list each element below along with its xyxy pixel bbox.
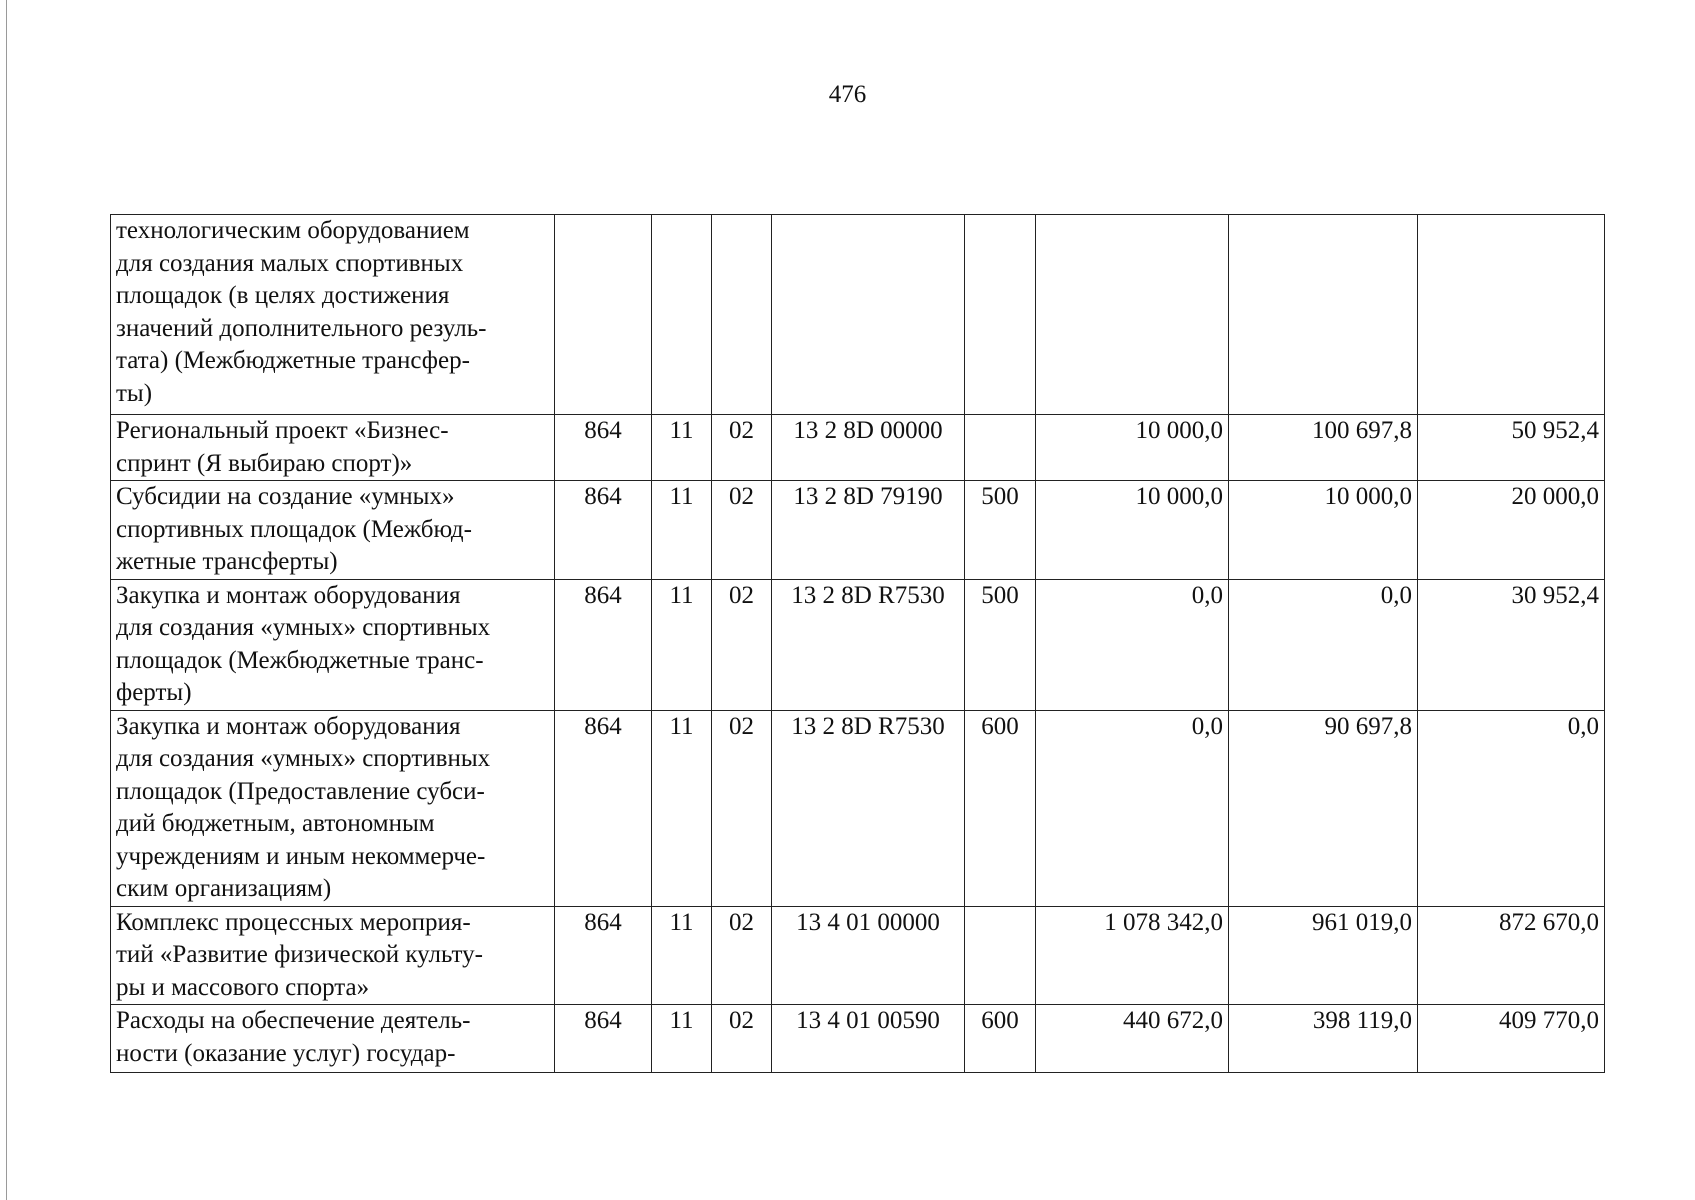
item-name-line: Закупка и монтаж оборудования: [116, 581, 461, 609]
expense-type-cell: 600: [965, 710, 1036, 906]
item-name-cell: [111, 415, 555, 481]
item-name-line: ты): [116, 379, 153, 407]
subsection-code-cell: 02: [712, 579, 772, 710]
amount-year-3-cell: 20 000,0: [1418, 481, 1605, 580]
item-name-line: учреждениям и иным некоммерче-: [116, 842, 486, 870]
expense-type-cell: 500: [965, 579, 1036, 710]
item-name-line: ским организациям): [116, 875, 332, 902]
item-name-line: площадок (Межбюджетные транс-: [116, 646, 484, 674]
item-name-line: Комплекс процессных мероприя-: [116, 908, 471, 936]
target-article-cell: 13 2 8D R7530: [772, 710, 965, 906]
amount-year-3-cell: 409 770,0: [1418, 1005, 1605, 1073]
amount-year-1-cell: 10 000,0: [1036, 415, 1229, 481]
subsection-code-cell: [712, 215, 772, 415]
expense-type-cell: [965, 906, 1036, 1005]
section-code-cell: 11: [652, 579, 712, 710]
budget-table: [110, 214, 1605, 1073]
amount-year-3-cell: 0,0: [1418, 710, 1605, 906]
item-name-cell: [111, 710, 555, 906]
item-name-line: площадок (Предоставление субси-: [116, 777, 485, 805]
ministry-code-cell: 864: [555, 906, 652, 1005]
amount-year-3-cell: [1418, 215, 1605, 415]
item-name-line: ры и массового спорта»: [116, 973, 370, 1001]
section-code-cell: [652, 215, 712, 415]
item-name-line: площадок (в целях достижения: [116, 282, 450, 309]
ministry-code-cell: 864: [555, 415, 652, 481]
item-name-line: спринт (Я выбираю спорт)»: [116, 449, 413, 477]
item-name-cell: [111, 481, 555, 580]
amount-year-1-cell: 0,0: [1036, 710, 1229, 906]
target-article-cell: 13 2 8D R7530: [772, 579, 965, 710]
ministry-code-cell: [555, 215, 652, 415]
subsection-code-cell: 02: [712, 481, 772, 580]
item-name-line: жетные трансферты): [116, 548, 338, 575]
item-name-cell: [111, 906, 555, 1005]
amount-year-2-cell: 0,0: [1229, 579, 1418, 710]
item-name-line: технологическим оборудованием: [116, 217, 470, 244]
amount-year-2-cell: 100 697,8: [1229, 415, 1418, 481]
ministry-code-cell: 864: [555, 1005, 652, 1073]
amount-year-1-cell: [1036, 215, 1229, 415]
amount-year-3-cell: 50 952,4: [1418, 415, 1605, 481]
item-name-line: для создания малых спортивных: [116, 249, 464, 277]
section-code-cell: 11: [652, 710, 712, 906]
item-name-line: для создания «умных» спортивных: [116, 745, 491, 772]
item-name-line: тий «Развитие физической культу-: [116, 941, 483, 968]
section-code-cell: 11: [652, 481, 712, 580]
page-number: 476: [828, 81, 867, 108]
table-body: [111, 215, 1605, 1073]
table-row: [111, 1005, 1605, 1073]
table-row: [111, 415, 1605, 481]
amount-year-2-cell: 10 000,0: [1229, 481, 1418, 580]
amount-year-2-cell: 961 019,0: [1229, 906, 1418, 1005]
item-name-line: для создания «умных» спортивных: [116, 614, 491, 641]
section-code-cell: 11: [652, 1005, 712, 1073]
table-row: [111, 481, 1605, 580]
expense-type-cell: [965, 215, 1036, 415]
section-code-cell: 11: [652, 906, 712, 1005]
item-name-line: Субсидии на создание «умных»: [116, 483, 455, 510]
page-margin-line: [6, 0, 7, 1200]
amount-year-2-cell: 90 697,8: [1229, 710, 1418, 906]
subsection-code-cell: 02: [712, 1005, 772, 1073]
ministry-code-cell: 864: [555, 481, 652, 580]
target-article-cell: 13 2 8D 79190: [772, 481, 965, 580]
table-row: [111, 906, 1605, 1005]
expense-type-cell: 600: [965, 1005, 1036, 1073]
item-name-line: ферты): [116, 679, 192, 706]
ministry-code-cell: 864: [555, 710, 652, 906]
item-name-cell: [111, 1005, 555, 1073]
item-name-cell: [111, 215, 555, 415]
subsection-code-cell: 02: [712, 906, 772, 1005]
ministry-code-cell: 864: [555, 579, 652, 710]
amount-year-1-cell: 0,0: [1036, 579, 1229, 710]
amount-year-1-cell: 10 000,0: [1036, 481, 1229, 580]
item-name-line: значений дополнительного резуль-: [116, 314, 487, 342]
expense-type-cell: [965, 415, 1036, 481]
amount-year-1-cell: 1 078 342,0: [1036, 906, 1229, 1005]
target-article-cell: 13 4 01 00000: [772, 906, 965, 1005]
expense-type-cell: 500: [965, 481, 1036, 580]
target-article-cell: 13 2 8D 00000: [772, 415, 965, 481]
target-article-cell: 13 4 01 00590: [772, 1005, 965, 1073]
item-name-line: Расходы на обеспечение деятель-: [116, 1007, 471, 1034]
amount-year-1-cell: 440 672,0: [1036, 1005, 1229, 1073]
section-code-cell: 11: [652, 415, 712, 481]
item-name-line: спортивных площадок (Межбюд-: [116, 515, 472, 543]
amount-year-2-cell: 398 119,0: [1229, 1005, 1418, 1073]
item-name-line: Закупка и монтаж оборудования: [116, 712, 461, 740]
item-name-line: тата) (Межбюджетные трансфер-: [116, 347, 470, 374]
item-name-line: ности (оказание услуг) государ-: [116, 1039, 456, 1067]
item-name-line: дий бюджетным, автономным: [116, 810, 435, 837]
amount-year-2-cell: [1229, 215, 1418, 415]
table-row: [111, 710, 1605, 906]
target-article-cell: [772, 215, 965, 415]
table-row: [111, 579, 1605, 710]
item-name-cell: [111, 579, 555, 710]
amount-year-3-cell: 872 670,0: [1418, 906, 1605, 1005]
item-name-line: Региональный проект «Бизнес-: [116, 417, 449, 444]
table-row: [111, 215, 1605, 415]
subsection-code-cell: 02: [712, 710, 772, 906]
amount-year-3-cell: 30 952,4: [1418, 579, 1605, 710]
subsection-code-cell: 02: [712, 415, 772, 481]
